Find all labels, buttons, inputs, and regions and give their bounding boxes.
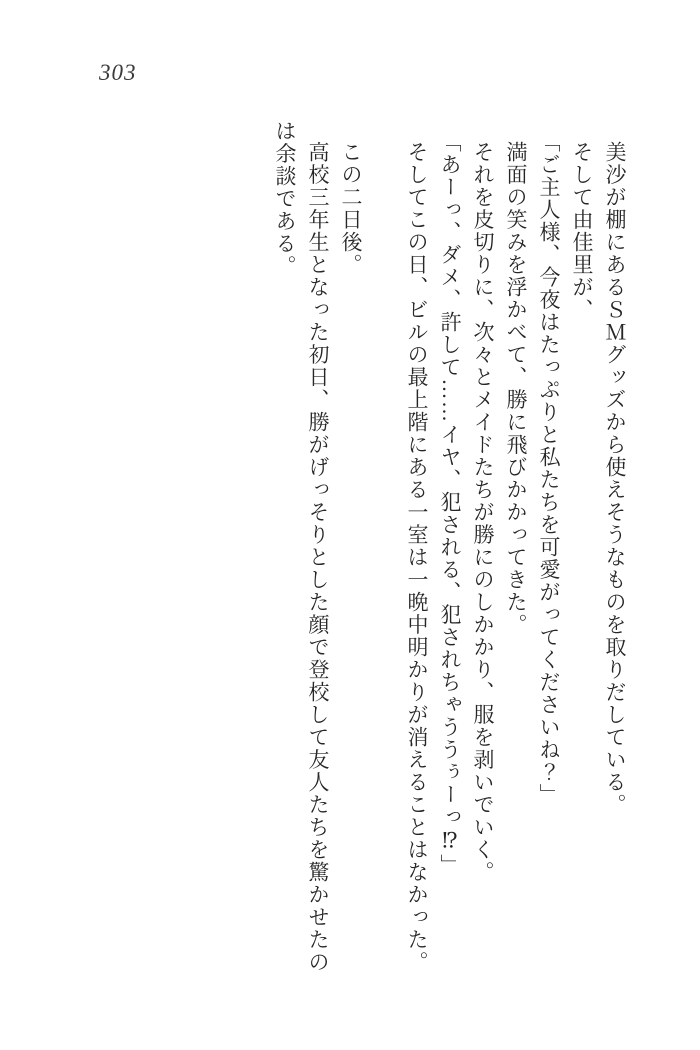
paragraph-line: それを皮切りに、次々とメイドたちが勝にのしかかり、服を剥いでいく。 [471, 141, 495, 884]
paragraph-break [367, 120, 400, 1005]
paragraph-line: 高校三年生となった初日、勝がげっそりとした顔で登校して友人たちを驚かせたの [306, 141, 330, 974]
dialogue-line: 「あーっ、ダメ、許して……イヤ、犯される、犯されちゃううぅーっ⁉」 [438, 130, 462, 876]
dialogue-line: 「ご主人様、今夜はたっぷりと私たちを可愛がってくださいね？」 [537, 130, 561, 806]
paragraph-continuation-line: は余談である。 [273, 120, 297, 278]
paragraph-line: 美沙が棚にあるＳＭグッズから使えそうなものを取りだしている。 [603, 141, 627, 816]
page-number: 303 [99, 60, 137, 85]
paragraph-line: そしてこの日、ビルの最上階にある一室は一晩中明かりが消えることはなかった。 [405, 141, 429, 974]
body-text [268, 120, 631, 1005]
paragraph-line: そして由佳里が、 [570, 141, 594, 321]
paragraph-line: この二日後。 [339, 141, 363, 276]
paragraph-line: 満面の笑みを浮かべて、勝に飛びかかってきた。 [504, 141, 528, 636]
